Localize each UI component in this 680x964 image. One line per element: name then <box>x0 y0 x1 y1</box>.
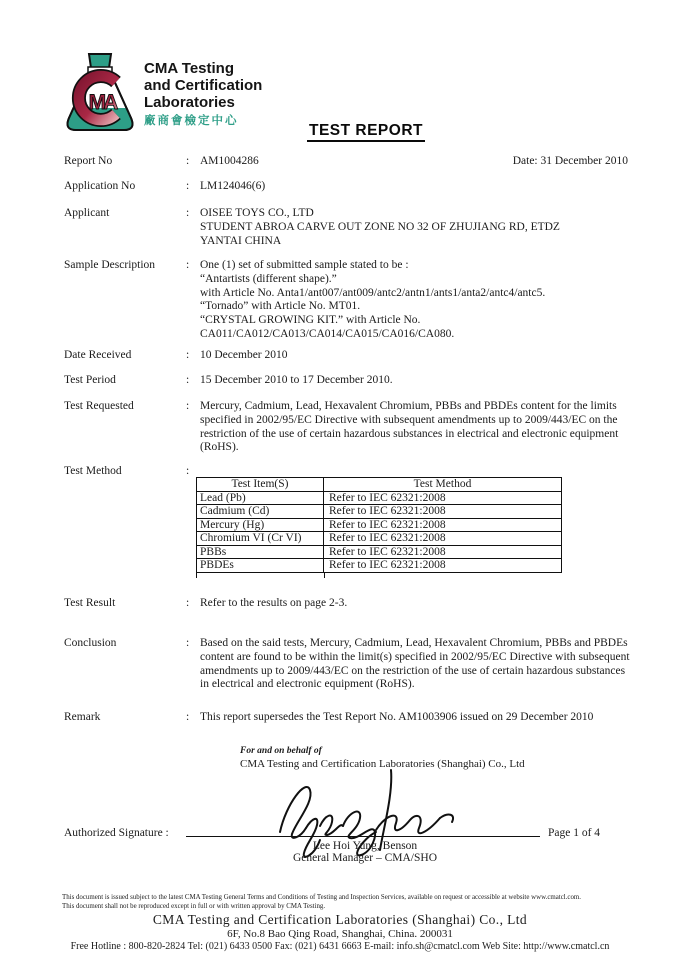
sample-line: with Article No. Anta1/ant007/ant009/antc2/antn1/ants1/anta2/antc4/antc5. <box>200 286 546 299</box>
sample-line: “Tornado” with Article No. MT01. <box>200 300 361 313</box>
table-edge-stub <box>196 573 197 578</box>
authorized-signature-label: Authorized Signature : <box>64 827 169 839</box>
field-remark <box>64 711 630 725</box>
table-cell-item: Lead (Pb) <box>197 491 324 505</box>
field-value: Based on the said tests, Mercury, Cadmium, Lead, Hexavalent Chromium, PBBs and PBDEs content are found to be within the limit(s) specified in 2002/95/EC Directive with subsequent amendments up to 2009/443/EC on the restriction of the use of certain hazardous substances in electrical and electronic equipment (RoHS). <box>200 637 630 691</box>
sample-line: One (1) set of submitted sample stated to be : <box>200 259 409 271</box>
colon: : <box>186 155 190 167</box>
field-label: Applicant <box>64 207 110 219</box>
field-label: Application No <box>64 180 136 192</box>
field-label: Sample Description <box>64 259 156 271</box>
logo-line-1: CMA Testing <box>144 60 234 77</box>
table-row <box>197 559 562 573</box>
table-cell-method: Refer to IEC 62321:2008 <box>324 518 562 532</box>
field-value: 10 December 2010 <box>200 349 288 361</box>
sample-line: “CRYSTAL GROWING KIT.” with Article No. <box>200 314 421 327</box>
signer-name: Lee Hoi Yung, Benson <box>312 840 418 852</box>
colon: : <box>186 374 190 386</box>
colon: : <box>186 349 190 361</box>
field-sample-description <box>64 259 630 342</box>
field-value <box>200 259 630 342</box>
field-value <box>200 207 630 248</box>
page-number: Page 1 of 4 <box>548 827 601 839</box>
field-value: This report supersedes the Test Report No. AM1003906 issued on 29 December 2010 <box>200 711 594 723</box>
colon: : <box>186 637 190 649</box>
footer-disclaimer-1: This document is issued subject to the latest CMA Testing General Terms and Conditions of Testing and Inspection Services, available on request or accessible at website www.cmatcl.com. <box>62 894 581 901</box>
footer-disclaimer-2: This document shall not be reproduced except in full or with written approval by CMA Testing. <box>62 903 326 910</box>
field-applicant <box>64 207 630 248</box>
test-method-table <box>196 477 562 573</box>
field-label: Report No <box>64 155 113 167</box>
report-date: Date: 31 December 2010 <box>512 155 628 167</box>
colon: : <box>186 259 190 271</box>
colon: : <box>186 180 190 192</box>
signature-line <box>186 836 540 837</box>
table-header-method: Test Method <box>324 478 562 492</box>
signature-company: CMA Testing and Certification Laboratories (Shanghai) Co., Ltd <box>240 758 525 770</box>
colon: : <box>186 597 190 609</box>
logo-line-3: Laboratories <box>144 94 235 111</box>
table-row <box>197 505 562 519</box>
table-cell-method: Refer to IEC 62321:2008 <box>324 505 562 519</box>
table-cell-method: Refer to IEC 62321:2008 <box>324 545 562 559</box>
logo-wordmark <box>144 60 262 130</box>
field-label: Test Method <box>64 465 122 477</box>
signer-title: General Manager – CMA/SHO <box>292 852 438 864</box>
field-label: Remark <box>64 711 101 723</box>
table-row <box>197 532 562 546</box>
field-label: Test Requested <box>64 400 134 412</box>
table-cell-item: Chromium VI (Cr VI) <box>197 532 324 546</box>
applicant-line: STUDENT ABROA CARVE OUT ZONE NO 32 OF ZHUJIANG RD, ETDZ <box>200 220 560 233</box>
table-header-row <box>197 478 562 492</box>
field-test-requested <box>64 400 630 455</box>
table-row <box>197 545 562 559</box>
footer-company: CMA Testing and Certification Laboratories (Shanghai) Co., Ltd <box>152 912 528 927</box>
table-cell-item: Mercury (Hg) <box>197 518 324 532</box>
colon: : <box>186 711 190 723</box>
field-date-received <box>64 349 630 363</box>
colon: : <box>186 400 190 412</box>
sample-line: CA011/CA012/CA013/CA014/CA015/CA016/CA080. <box>200 327 455 340</box>
table-row <box>197 491 562 505</box>
page-title: TEST REPORT <box>250 122 482 140</box>
field-label: Date Received <box>64 349 132 361</box>
field-label: Conclusion <box>64 637 117 649</box>
field-application-no <box>64 180 630 194</box>
field-value: Mercury, Cadmium, Lead, Hexavalent Chromium, PBBs and PBDEs content for the limits specified in 2002/95/EC Directive with subsequent amendments up to 2009/443/EC on the restriction of the use of certain hazardous substances in electrical and electronic equipment (RoHS). <box>200 400 619 454</box>
field-value: AM1004286 <box>200 155 259 167</box>
field-test-result <box>64 597 630 611</box>
sample-line: “Antartists (different shape).” <box>200 272 337 285</box>
table-cell-method: Refer to IEC 62321:2008 <box>324 559 562 573</box>
for-and-on-behalf: For and on behalf of <box>240 746 322 756</box>
table-row <box>197 518 562 532</box>
field-label: Test Period <box>64 374 116 386</box>
field-label: Test Result <box>64 597 116 609</box>
logo-monogram: MA <box>88 91 116 114</box>
colon: : <box>186 207 190 219</box>
footer-address: 6F, No.8 Bao Qing Road, Shanghai, China. 200031 <box>227 928 453 940</box>
table-cell-item: Cadmium (Cd) <box>197 505 324 519</box>
applicant-line: YANTAI CHINA <box>200 234 282 247</box>
table-cell-method: Refer to IEC 62321:2008 <box>324 532 562 546</box>
table-cell-item: PBBs <box>197 545 324 559</box>
field-conclusion <box>64 637 630 692</box>
logo-line-2: and Certification <box>144 77 263 94</box>
footer-contact: Free Hotline : 800-820-2824 Tel: (021) 6433 0500 Fax: (021) 6431 6663 E-mail: info.sh@cmatcl.com Web Site: http://www.cmatcl.cn <box>70 941 610 952</box>
table-edge-stub <box>324 573 325 578</box>
applicant-line: OISEE TOYS CO., LTD <box>200 207 314 219</box>
field-value: 15 December 2010 to 17 December 2010. <box>200 374 393 386</box>
table-cell-item: PBDEs <box>197 559 324 573</box>
field-test-period <box>64 374 630 388</box>
field-value: Refer to the results on page 2-3. <box>200 597 348 609</box>
logo-chinese: 廠商會檢定中心 <box>144 115 239 127</box>
table-cell-method: Refer to IEC 62321:2008 <box>324 491 562 505</box>
field-value: LM124046(6) <box>200 180 266 192</box>
table-header-item: Test Item(S) <box>197 478 324 492</box>
field-report-no <box>64 155 630 169</box>
colon: : <box>186 465 190 477</box>
